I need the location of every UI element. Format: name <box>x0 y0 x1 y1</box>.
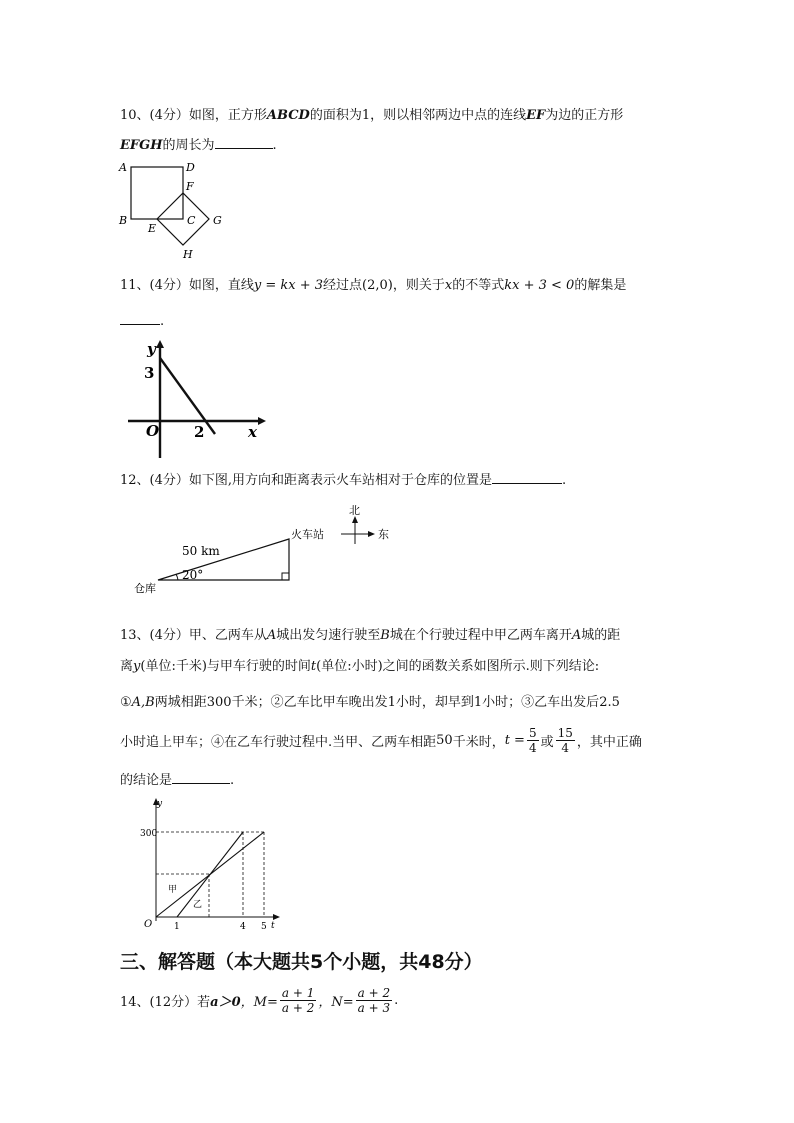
label-h: H <box>183 248 193 261</box>
q14-line: 14、(12分）若 a＞0 ，M= $\frac{a + 1}{a + 2}$ ，N= $\frac{a + 2}{a + 3}$ . <box>120 985 399 1015</box>
north-label: 北 <box>349 504 360 517</box>
q10-square-figure <box>115 158 230 263</box>
q12-text: 12、(4分）如下图,用方向和距离表示火车站相对于仓库的位置是 . <box>120 473 567 488</box>
line-yi <box>177 832 243 917</box>
label-c: C <box>187 214 196 227</box>
q13-line3: ①A,B两城相距300千米；②乙车比甲车晚出发1小时，却早到1小时；③乙车出发后2.5 <box>120 695 620 710</box>
chart-origin: O <box>144 919 153 930</box>
triangle <box>158 539 289 580</box>
q10-line1: 10、(4分）如图，正方形ABCD的面积为1，则以相邻两边中点的连线EF为边的正方形 <box>120 108 624 123</box>
q13-line2: 离y(单位:千米)与甲车行驶的时间t(单位:小时)之间的函数关系如图所示.则下列结论: <box>120 659 600 674</box>
chart-x-arrow <box>273 914 280 920</box>
q13-distance-time-chart <box>135 796 285 936</box>
label-yi: 乙 <box>193 900 203 910</box>
answer-blank[interactable] <box>215 136 273 149</box>
q11-line-graph <box>120 338 270 463</box>
label-jia: 甲 <box>168 885 178 895</box>
station-label: 火车站 <box>291 528 324 541</box>
axis-label-y: y <box>147 340 156 358</box>
tick-3: 3 <box>144 364 155 382</box>
distance-label: 50 km <box>182 544 220 558</box>
tick-t4: 4 <box>240 922 246 932</box>
warehouse-label: 仓库 <box>134 582 156 595</box>
answer-blank[interactable] <box>120 312 160 325</box>
east-arrow-icon <box>368 531 375 537</box>
chart-label-y: y <box>157 799 163 809</box>
section-heading: 三、解答题（本大题共5个小题，共48分） <box>120 951 483 973</box>
angle-arc <box>176 574 178 580</box>
tick-2: 2 <box>194 423 205 441</box>
angle-label: 20° <box>182 568 204 582</box>
east-label: 东 <box>378 528 389 541</box>
fraction-15-4: $\frac{15}{4}$ <box>557 725 573 755</box>
label-b: B <box>119 214 128 227</box>
tick-300: 300 <box>140 829 158 839</box>
q11-line1: 11、(4分）如图，直线y = kx + 3经过点(2,0)，则关于x的不等式kx + 3 < 0的解集是 <box>120 278 627 293</box>
square-abcd <box>131 167 183 219</box>
q10-line2: EFGH的周长为 . <box>120 138 277 153</box>
line-y-kx-3 <box>160 358 215 434</box>
y-axis-arrow <box>156 340 164 348</box>
chart-label-t: t <box>271 921 275 931</box>
x-axis-arrow <box>258 417 266 425</box>
q13-line1: 13、(4分）甲、乙两车从A城出发匀速行驶至B城在个行驶过程中甲乙两车离开A城的距 <box>120 628 621 643</box>
fraction-n: $\frac{a + 2}{a + 3}$ <box>357 985 391 1015</box>
north-arrow-icon <box>352 516 358 523</box>
label-f: F <box>186 180 194 193</box>
answer-blank[interactable] <box>172 771 230 784</box>
axis-label-x: x <box>248 423 257 441</box>
tick-t5: 5 <box>261 922 267 932</box>
q13-line4: 小时追上甲车；④在乙车行驶过程中.当甲、乙两车相距 50 千米时， t = $\frac{5}{4}$ 或 $\frac{15}{4}$ ，其中正确 <box>120 725 642 755</box>
label-e: E <box>148 222 157 235</box>
label-d: D <box>186 161 195 174</box>
fraction-5-4: $\frac{5}{4}$ <box>528 725 537 755</box>
q12-triangle-figure <box>130 500 400 600</box>
q13-line5: 的结论是 . <box>120 773 235 788</box>
origin-label: O <box>146 422 160 440</box>
answer-blank[interactable] <box>492 471 562 484</box>
q11-line2: . <box>120 312 164 329</box>
right-angle-mark <box>282 573 289 580</box>
label-g: G <box>213 214 222 227</box>
label-a: A <box>119 161 127 174</box>
fraction-m: $\frac{a + 1}{a + 2}$ <box>281 985 315 1015</box>
tick-t1: 1 <box>174 922 180 932</box>
